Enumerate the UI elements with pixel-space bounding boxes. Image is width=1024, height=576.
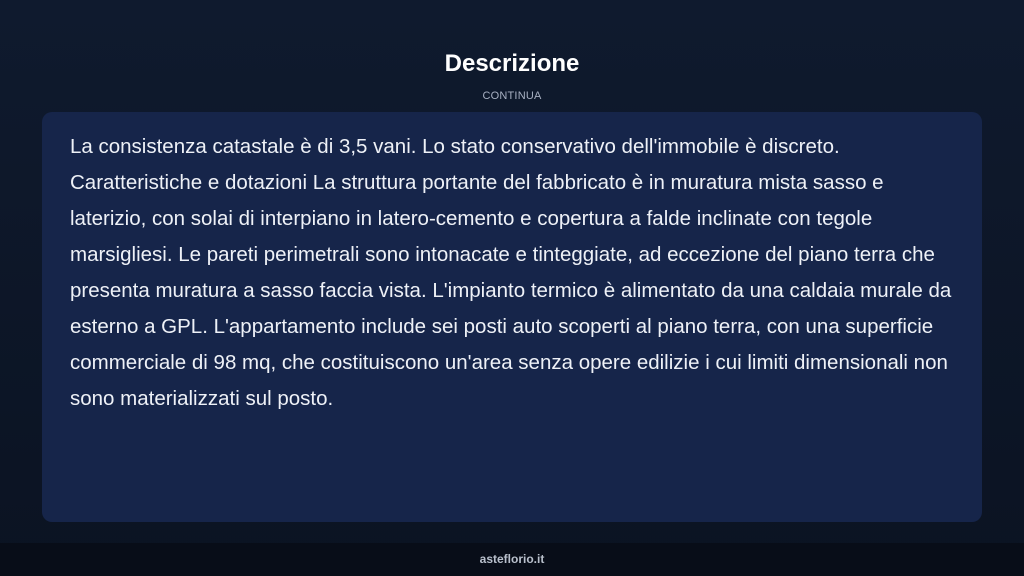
description-card [42, 112, 982, 522]
footer-brand: asteflorio.it [479, 552, 545, 566]
footer-bar [0, 543, 1024, 576]
page-title: Descrizione [444, 50, 580, 77]
page-subtitle: CONTINUA [482, 90, 542, 102]
description-text: La consistenza catastale è di 3,5 vani. Lo stato conservativo dell'immobile è discreto. Caratteristiche e dotazioni La struttura portante del fabbricato è in muratura mista sasso e laterizio, con solai di interpiano in latero-cemento e copertura a falde inclinate con tegole marsigliesi. Le pareti perimetrali sono intonacate e tinteggiate, ad eccezione del piano terra che presenta muratura a sasso faccia vista. L'impianto termico è alimentato da una caldaia murale da esterno a GPL. L'appartamento include sei posti auto scoperti al piano terra, con una superficie commerciale di 98 mq, che costituiscono un'area senza opere edilizie i cui limiti dimensionali non sono materializzati sul posto. [70, 135, 952, 410]
